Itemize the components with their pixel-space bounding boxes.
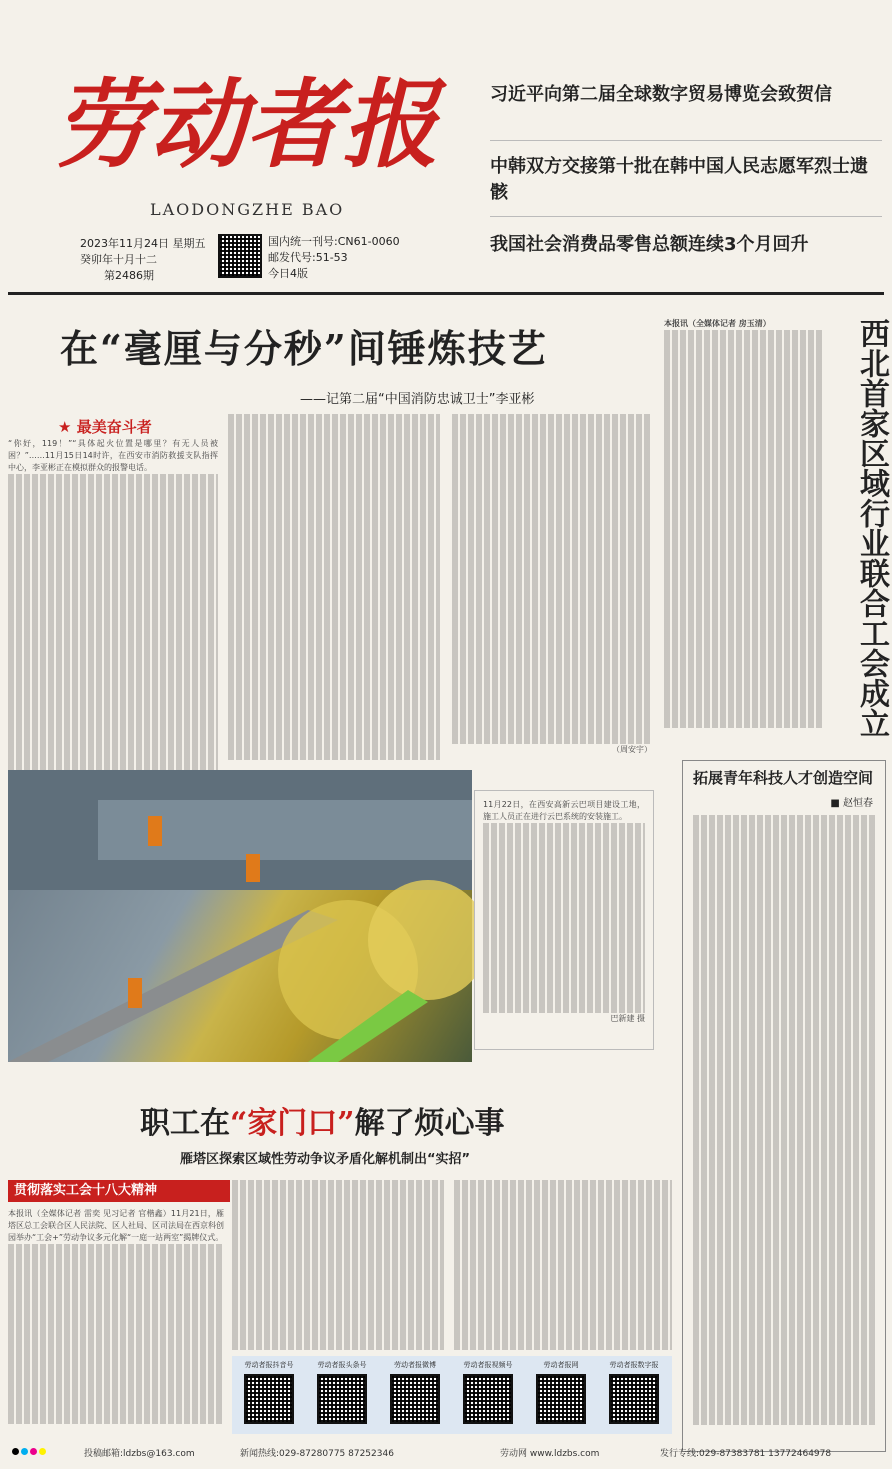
- side-story-title[interactable]: 西北首家区域行业联合工会成立: [854, 318, 889, 738]
- text-block: [693, 815, 875, 1425]
- color-registration-bar: [12, 1448, 48, 1458]
- top-news-divider: [490, 140, 882, 141]
- date-info: [80, 236, 206, 284]
- masthead-qr-code[interactable]: [218, 234, 262, 278]
- photo-credit: 巴新建 摄: [610, 1014, 645, 1023]
- text-block: [664, 330, 824, 728]
- qr-code: [390, 1374, 440, 1424]
- top-news-divider: [490, 216, 882, 217]
- lead-paragraph: “你好，119！”“具体起火位置是哪里？有无人员被困？”……11月15日14时许，在西安市消防救援支队指挥中心，李亚彬正在模拟群众的报警电话。: [8, 439, 218, 472]
- page-count: 今日4版: [268, 267, 308, 280]
- qr-label: 劳动者报微博: [394, 1361, 436, 1369]
- story2-title-prefix: 职工在: [140, 1106, 230, 1141]
- qr-item[interactable]: [382, 1360, 448, 1424]
- qr-code: [536, 1374, 586, 1424]
- qr-code: [463, 1374, 513, 1424]
- text-block: [8, 1244, 224, 1424]
- lead-author: （周安宇）: [612, 745, 652, 754]
- square-icon: ■: [830, 798, 840, 809]
- text-block: [232, 1180, 444, 1350]
- star-icon: ★: [58, 418, 72, 436]
- text-block: [454, 1180, 672, 1350]
- text-block: [228, 414, 440, 760]
- lead-story-title[interactable]: [60, 318, 548, 373]
- date-gregorian: 2023年11月24日 星期五: [80, 237, 206, 250]
- text-block: [452, 414, 652, 744]
- masthead-calligraphy: [48, 46, 438, 186]
- qr-label: 劳动者报抖音号: [244, 1361, 294, 1369]
- top-news-1[interactable]: 习近平向第二届全球数字贸易博览会致贺信: [490, 84, 832, 105]
- side-story-body: [664, 318, 824, 730]
- qr-code: [609, 1374, 659, 1424]
- masthead-name: 劳动者报: [54, 68, 438, 181]
- text-block: [483, 823, 645, 1013]
- lead-story-col-2: [228, 414, 440, 760]
- photo-caption: 11月22日，在西安高新云巴项目建设工地，施工人员正在进行云巴系统的安装施工。: [483, 800, 645, 821]
- qr-label: 劳动者报数字报: [609, 1361, 659, 1369]
- masthead-pinyin: LAODONGZHE BAO: [150, 200, 345, 219]
- postal-code: 邮发代号:51-53: [268, 251, 348, 264]
- publication-info: [268, 234, 400, 282]
- lead-title-suffix: 间锤炼技艺: [347, 326, 548, 371]
- qr-label: 劳动者报头条号: [317, 1361, 367, 1369]
- footer-site[interactable]: 劳动网 www.ldzbs.com: [500, 1449, 600, 1459]
- story2-lead: 本报讯（全媒体记者 雷奕 见习记者 官楷鑫）11月21日，雁塔区总工会联合区人民法院、区人社局、区司法局在西京科创园举办“工会+”劳动争议多元化解“一庭一站两室”揭牌仪式。: [8, 1209, 224, 1242]
- text-block: [8, 474, 218, 774]
- lead-story-col-3: [452, 414, 652, 760]
- story2-col-1: [8, 1208, 224, 1434]
- footer-hotline: 新闻热线:029-87280775 87252346: [240, 1449, 394, 1459]
- right-column-author: [683, 794, 885, 809]
- lead-story-col-1: [8, 438, 218, 760]
- masthead-rule: [8, 292, 884, 295]
- story2-title-suffix: 解了烦心事: [354, 1106, 505, 1141]
- story2-col-2: [232, 1180, 444, 1350]
- side-byline: 本报讯（全媒体记者 房玉清）: [664, 319, 771, 328]
- qr-code: [244, 1374, 294, 1424]
- qr-code-strip: [232, 1356, 672, 1434]
- qr-label: 劳动者报视频号: [463, 1361, 513, 1369]
- footer-email[interactable]: 投稿邮箱:ldzbs@163.com: [84, 1449, 195, 1459]
- lead-title-quote: “毫厘与分秒”: [100, 326, 348, 371]
- top-news-3[interactable]: 我国社会消费品零售总额连续3个月回升: [490, 234, 809, 255]
- photo-caption-box: [474, 790, 654, 1050]
- issue-number: 第2486期: [104, 269, 154, 282]
- right-column-author-name: 赵恒春: [843, 798, 873, 809]
- column-tag: [58, 416, 152, 437]
- story2-banner: 贯彻落实工会十八大精神: [8, 1180, 230, 1202]
- qr-item[interactable]: [236, 1360, 302, 1424]
- cn-number: 国内统一刊号:CN61-0060: [268, 235, 400, 248]
- qr-item[interactable]: [309, 1360, 375, 1424]
- photo-illustration: [8, 770, 472, 1062]
- story2-title[interactable]: [140, 1098, 505, 1142]
- column-tag-label: 最美奋斗者: [76, 418, 152, 436]
- qr-item[interactable]: [528, 1360, 594, 1424]
- right-column-body: [683, 809, 885, 1431]
- top-news-2[interactable]: 中韩双方交接第十批在韩中国人民志愿军烈士遗骸: [490, 156, 868, 203]
- construction-photo: [8, 770, 472, 1062]
- masthead-logo: [48, 46, 438, 186]
- right-column-box: [682, 760, 886, 1452]
- story2-title-quote: “家门口”: [230, 1106, 355, 1141]
- story2-col-3: [454, 1180, 672, 1350]
- lead-title-prefix: 在: [60, 326, 101, 371]
- qr-code: [317, 1374, 367, 1424]
- qr-label: 劳动者报网: [543, 1361, 579, 1369]
- qr-item[interactable]: [455, 1360, 521, 1424]
- date-lunar: 癸卯年十月十二: [80, 253, 157, 266]
- qr-item[interactable]: [601, 1360, 667, 1424]
- lead-story-subtitle: ——记第二届“中国消防忠诚卫士”李亚彬: [300, 392, 535, 407]
- footer-distribution: 发行专线:029-87383781 13772464978: [660, 1449, 832, 1459]
- story2-subtitle: 雁塔区探索区域性劳动争议矛盾化解机制出“实招”: [180, 1152, 471, 1167]
- right-column-title[interactable]: 拓展青年科技人才创造空间: [693, 769, 874, 787]
- footer: [0, 1438, 892, 1469]
